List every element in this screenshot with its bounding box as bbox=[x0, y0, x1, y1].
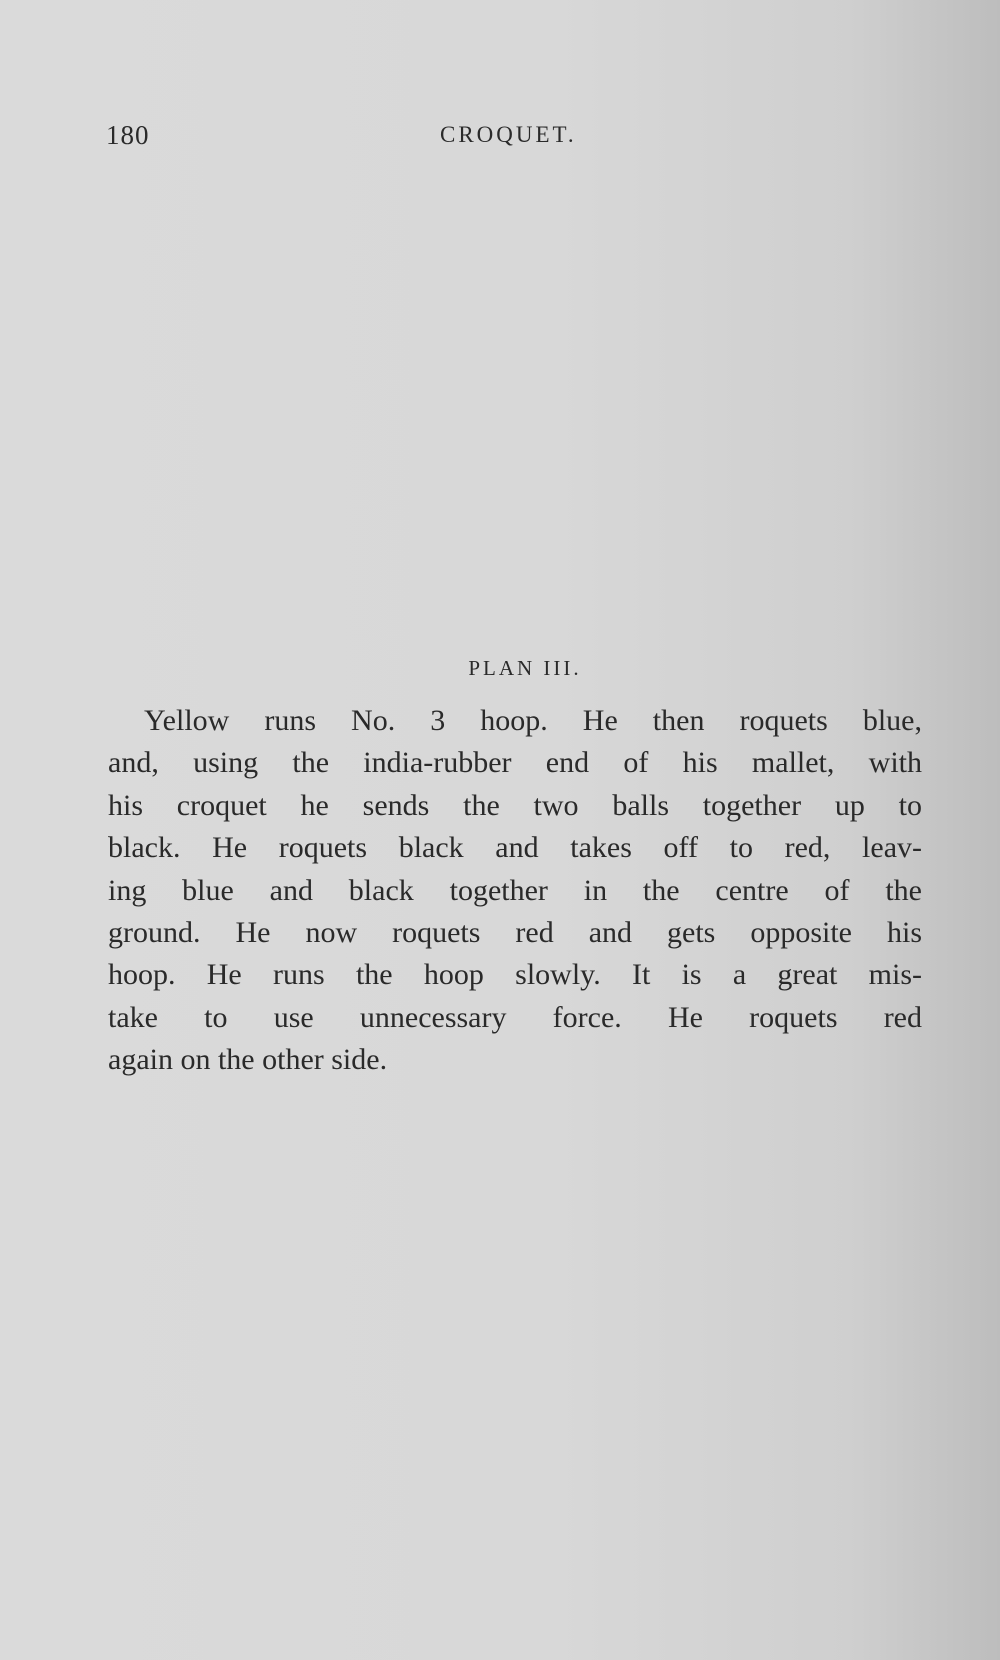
text-line: ing blue and black together in the centre of the bbox=[108, 873, 922, 907]
text-line: black. He roquets black and takes off to red, leav- bbox=[108, 831, 922, 865]
text-line: and, using the india-rubber end of his mallet, with bbox=[108, 746, 922, 780]
text-line: hoop. He runs the hoop slowly. It is a great mis- bbox=[108, 958, 922, 992]
text-line: Yellow runs No. 3 hoop. He then roquets blue, bbox=[144, 704, 922, 737]
body-paragraph bbox=[108, 700, 922, 1082]
section-heading: PLAN III. bbox=[468, 656, 582, 680]
running-head bbox=[106, 120, 926, 160]
text-line: his croquet he sends the two balls together up to bbox=[108, 788, 922, 822]
running-title: CROQUET. bbox=[440, 122, 577, 147]
text-line: ground. He now roquets red and gets opposite his bbox=[108, 916, 922, 950]
text-line: again on the other side. bbox=[108, 1043, 388, 1077]
text-line: take to use unnecessary force. He roquets red bbox=[108, 1000, 922, 1034]
page-number: 180 bbox=[106, 120, 150, 150]
